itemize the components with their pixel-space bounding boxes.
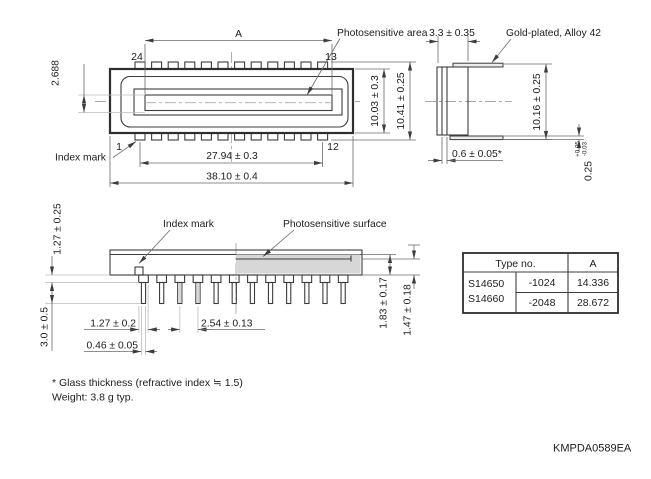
table-a-2: 28.672 bbox=[576, 297, 610, 309]
dim-025-label: 0.25 bbox=[583, 160, 595, 182]
document-code: KMPDA0589EA bbox=[553, 442, 632, 455]
pin-1-label: 1 bbox=[116, 141, 122, 153]
top-view bbox=[51, 28, 428, 187]
photosensitive-region-fill bbox=[236, 255, 361, 274]
dim-2688-label: 2.688 bbox=[50, 60, 62, 86]
table-suffix-2: -2048 bbox=[528, 297, 556, 309]
dim-127b bbox=[84, 285, 160, 333]
dim-046 bbox=[84, 306, 157, 355]
dim-183-label: 1.83 ± 0.17 bbox=[378, 277, 390, 329]
gold-lead-top bbox=[453, 63, 503, 67]
dim-1003-label: 10.03 ± 0.3 bbox=[370, 75, 381, 127]
gold-lead-bottom bbox=[450, 136, 503, 140]
dim-046-label: 0.46 ± 0.05 bbox=[86, 340, 138, 352]
dim-30-label: 3.0 ± 0.5 bbox=[39, 306, 51, 348]
dim-1003 bbox=[355, 69, 390, 133]
pin-12-label: 12 bbox=[327, 141, 339, 153]
dim-2794-label: 27.94 ± 0.3 bbox=[206, 151, 258, 162]
dim-025-tol-plus: +0.05 bbox=[574, 141, 582, 157]
dim-33-label: 3.3 ± 0.35 bbox=[429, 28, 475, 39]
dim-147-label: 1.47 ± 0.18 bbox=[402, 284, 414, 336]
type-table bbox=[463, 253, 618, 313]
dim-127a-label: 1.27 ± 0.25 bbox=[52, 203, 64, 255]
dim-254-label: 2.54 ± 0.13 bbox=[201, 318, 253, 330]
note-glass-thickness: * Glass thickness (refractive index ≒ 1.5) bbox=[52, 377, 243, 389]
gold-plated-label: Gold-plated, Alloy 42 bbox=[506, 28, 602, 39]
dim-2794 bbox=[140, 142, 323, 167]
dim-127b-label: 1.27 ± 0.2 bbox=[90, 318, 136, 330]
side-view-pins bbox=[139, 275, 348, 304]
photosensitive-surface-label: Photosensitive surface bbox=[283, 219, 387, 230]
index-mark-leader-side bbox=[139, 230, 170, 264]
index-mark-notch bbox=[135, 267, 143, 275]
dim-33 bbox=[426, 28, 480, 63]
note-weight: Weight: 3.8 g typ. bbox=[52, 391, 134, 404]
dim-1016-label: 10.16 ± 0.25 bbox=[532, 73, 543, 131]
index-mark-label-side: Index mark bbox=[163, 219, 214, 230]
dim-025 bbox=[503, 124, 595, 181]
pin4-leg-shaded bbox=[196, 284, 200, 304]
table-suffix-1: -1024 bbox=[528, 277, 556, 289]
pin-13-label: 13 bbox=[325, 51, 337, 63]
table-a-1: 14.336 bbox=[576, 277, 610, 289]
dim-06 bbox=[428, 137, 503, 164]
photosensitive-surface-leader bbox=[263, 230, 294, 257]
side-view bbox=[40, 203, 421, 355]
dim-06-label: 0.6 ± 0.05* bbox=[452, 149, 502, 160]
index-mark-callout-side bbox=[139, 219, 215, 264]
table-header-type: Type no. bbox=[495, 258, 536, 270]
table-type-1: S14650 bbox=[468, 278, 505, 290]
gold-plated-leader bbox=[492, 39, 511, 63]
table-type-2: S14660 bbox=[468, 293, 505, 305]
dim-147 bbox=[362, 245, 420, 336]
table-header-a: A bbox=[589, 258, 597, 270]
gold-plated-callout bbox=[492, 28, 601, 63]
index-mark-label-top: Index mark bbox=[55, 152, 106, 164]
dim-1041-label: 10.41 ± 0.25 bbox=[396, 72, 407, 130]
photosensitive-area-label: Photosensitive area bbox=[337, 28, 428, 39]
dim-254 bbox=[168, 306, 265, 333]
pin-24-label: 24 bbox=[131, 51, 143, 63]
photosensitive-surface-callout bbox=[263, 219, 387, 257]
dim-025-tol-minus: -0.03 bbox=[581, 141, 589, 157]
pin3-leg-shaded bbox=[178, 284, 182, 304]
end-view bbox=[425, 28, 601, 181]
dim-3810-label: 38.10 ± 0.4 bbox=[206, 171, 258, 183]
index-mark-callout-top bbox=[55, 142, 136, 164]
dim-a-label: A bbox=[235, 29, 242, 40]
